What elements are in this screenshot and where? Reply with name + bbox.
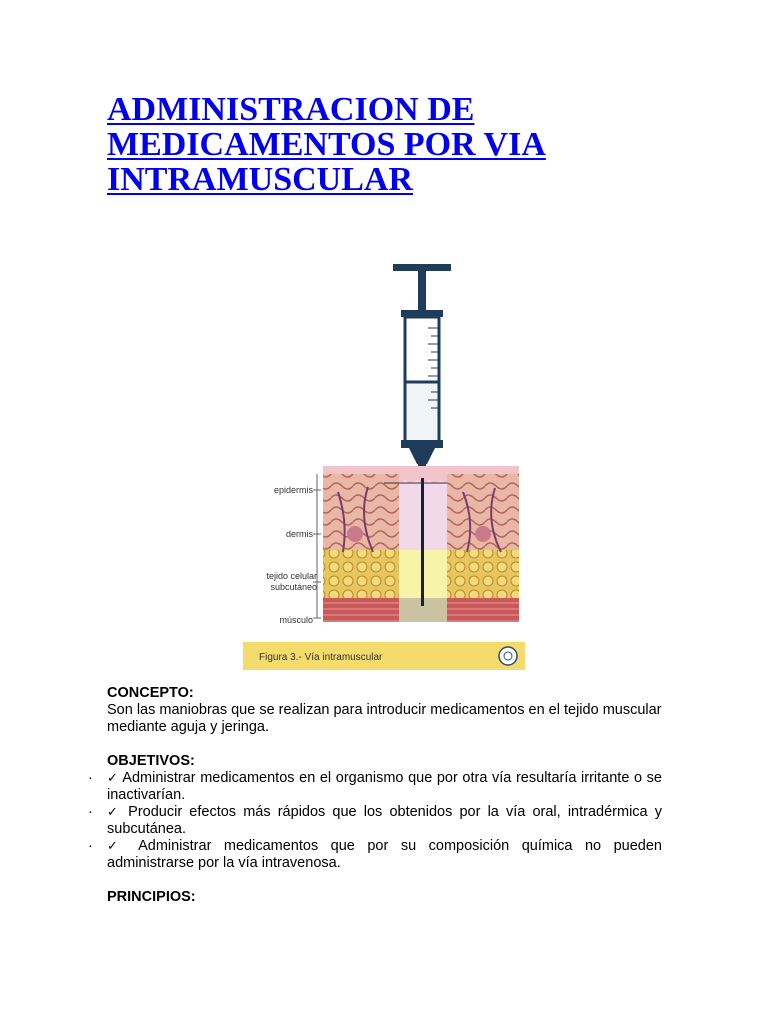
- tissue-right: [447, 466, 519, 622]
- principios-section: [107, 889, 662, 906]
- title-line-2: MEDICAMENTOS POR VIA: [107, 126, 546, 163]
- intramuscular-figure: [243, 252, 525, 670]
- objetivo-text-3: Administrar medicamentos que por su composición química no pueden administrarse por la vía intravenosa.: [107, 838, 662, 871]
- checkmark-icon: ✓: [107, 771, 119, 786]
- objetivos-heading: OBJETIVOS:: [107, 753, 195, 769]
- title-line-1: ADMINISTRACION DE: [107, 91, 475, 128]
- label-muscle: músculo: [279, 615, 313, 625]
- list-item: [88, 770, 662, 804]
- syringe-illustration: [393, 264, 451, 478]
- label-dermis: dermis: [285, 529, 313, 539]
- concepto-text: Son las maniobras que se realizan para introducir medicamentos en el tejido muscular mediante aguja y jeringa.: [107, 702, 662, 735]
- figure-caption: Figura 3.- Vía intramuscular: [259, 652, 383, 663]
- objetivo-text-1: Administrar medicamentos en el organismo que por otra vía resultaría irritante o se inactivarían.: [107, 770, 662, 803]
- checkmark-icon: ✓: [107, 839, 127, 854]
- page-title[interactable]: [107, 92, 667, 197]
- bullet-dot: ·: [88, 770, 93, 786]
- bullet-dot: ·: [88, 838, 93, 854]
- label-subcutaneous-2: subcutáneo: [270, 582, 317, 592]
- needle: [421, 478, 424, 606]
- emblem-icon: [499, 647, 517, 665]
- objetivos-section: [88, 753, 662, 872]
- checkmark-icon: ✓: [107, 805, 122, 820]
- tissue-left: [323, 466, 399, 622]
- concepto-section: [107, 685, 662, 736]
- title-line-3: INTRAMUSCULAR: [107, 161, 414, 198]
- list-item: [88, 804, 662, 838]
- list-item: [88, 838, 662, 872]
- bullet-dot: ·: [88, 804, 93, 820]
- principios-heading: PRINCIPIOS:: [107, 889, 196, 905]
- label-subcutaneous-1: tejido celular: [266, 571, 317, 581]
- label-epidermis: epidermis: [273, 485, 313, 495]
- concepto-heading: CONCEPTO:: [107, 685, 194, 701]
- objetivo-text-2: Producir efectos más rápidos que los obtenidos por la vía oral, intradérmica y subcutánea.: [107, 804, 662, 837]
